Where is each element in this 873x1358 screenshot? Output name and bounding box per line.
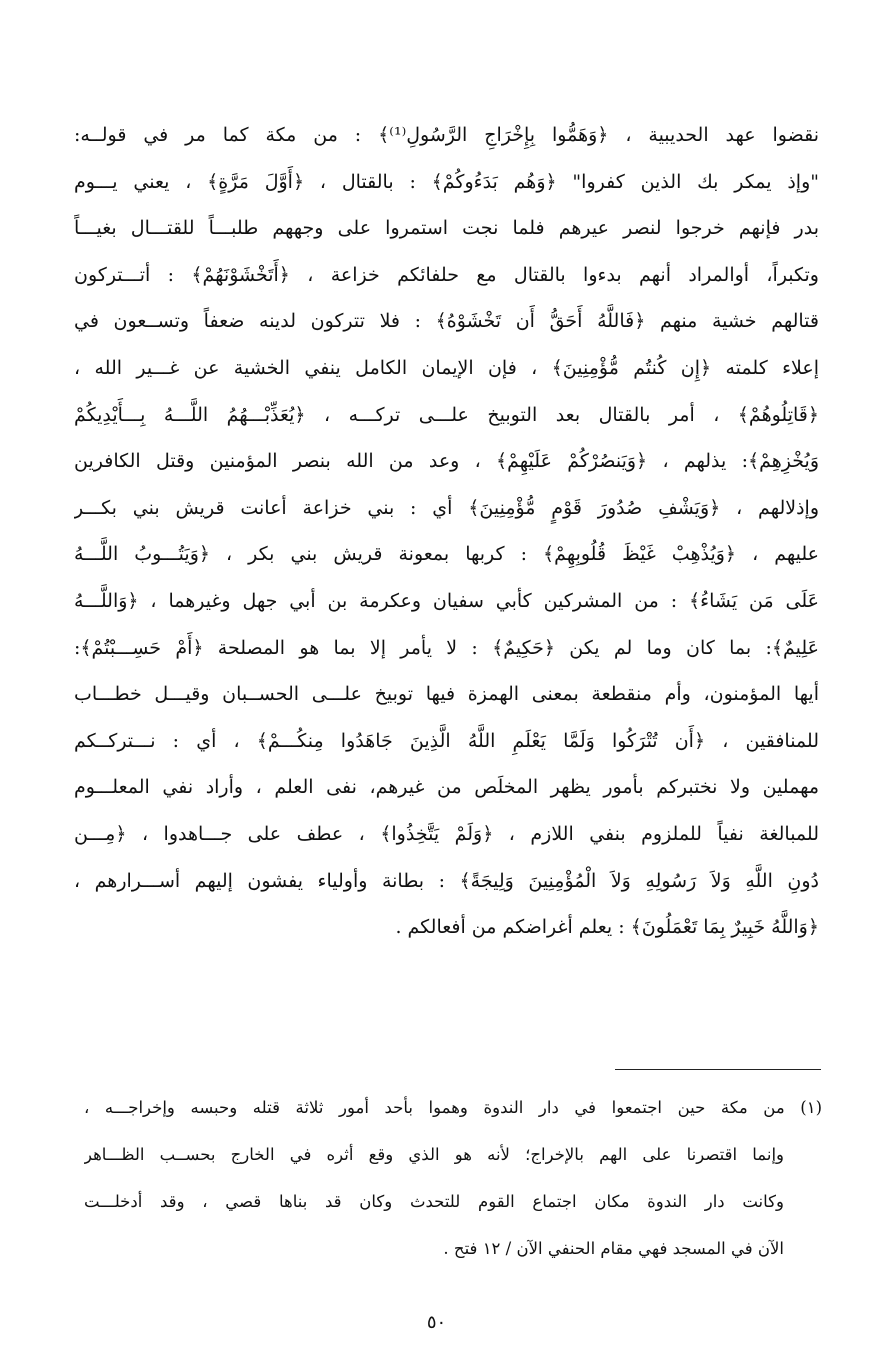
text-line: وإذلالهم ، ﴿وَيَشْفِ صُدُورَ قَوْمٍ مُّؤْمِنِينَ﴾ أي : بني خزاعة أعانت قريش بني بكـــر [74,496,819,519]
text-line: للمنافقين ، ﴿أَن تُتْرَكُوا وَلَمَّا يَعْلَمِ اللَّهُ الَّذِينَ جَاهَدُوا مِنكُـــمْ﴾ ، أي : نـــتركــكم [74,729,819,752]
text-line: ﴿قَاتِلُوهُمْ﴾ ، أمر بالقتال بعد التوبيخ علـــى تركـــه ، ﴿يُعَذِّبْـــهُمُ اللَّـــهُ بِـــأَيْدِيكُمْ [74,403,819,426]
text-line: قتالهم خشية منهم ﴿فَاللَّهُ أَحَقُّ أَن تَخْشَوْهُ﴾ : فلا تتركون لدينه ضعفاً وتســعون في [74,310,819,333]
text-line: نقضوا عهد الحديبية ، ﴿وَهَمُّوا بِإِخْرَاجِ الرَّسُولِ⁽¹⁾﴾ : من مكة كما مر في قولــه: [74,124,819,146]
footnote-line: (١) من مكة حين اجتمعوا في دار الندوة وهموا بأحد أمور ثلاثة قتله وحبسه وإخراجـــه ، [84,1098,822,1117]
text-line: عَلَى مَن يَشَاءُ﴾ : من المشركين كأبي سفيان وعكرمة بن أبي جهل وغيرهما ، ﴿وَاللَّـــهُ [74,589,819,612]
text-line: مهملين ولا نختبركم بأمور يظهر المخلَص من غيرهم، نفى العلم ، وأراد نفي المعلـــوم [74,776,819,799]
footnote-line: وكانت دار الندوة مكان اجتماع القوم للتحدث وكان قد بناها قصي ، وقد أدخلـــت [84,1192,784,1211]
text-line: دُونِ اللَّهِ وَلاَ رَسُولِهِ وَلاَ الْمُؤْمِنِينَ وَلِيجَةً﴾ : بطانة وأولياء يفشون إليهم أســـرارهم ، [74,869,819,892]
text-line: ﴿وَاللَّهُ خَبِيرٌ بِمَا تَعْمَلُونَ﴾ : يعلم أغراضكم من أفعالكم . [395,916,819,939]
text-line: وتكبراً، أوالمراد أنهم بدءوا بالقتال مع حلفائكم خزاعة ، ﴿أَتَخْشَوْنَهُمْ﴾ : أتـــتركون [74,263,819,286]
text-line: بدر فإنهم خرجوا لنصر عيرهم فلما نجت استمروا على وجههم طلبـــاً للقتـــال بغيـــاً [74,217,819,240]
footnote-line: الآن في المسجد فهي مقام الحنفي الآن / ١٢ فتح . [443,1239,784,1258]
text-line: "وإذ يمكر بك الذين كفروا" ﴿وَهُم بَدَءُوكُمْ﴾ : بالقتال ، ﴿أَوَّلَ مَرَّةٍ﴾ ، يعني يـــوم [74,170,819,193]
footnote-block [84,1084,822,1272]
footnote-divider [615,1069,821,1070]
text-line: أيها المؤمنون، وأم منقطعة بمعنى الهمزة فيها توبيخ علـــى الحســبان وقيـــل خطـــاب [74,683,819,706]
page-number: ٥٠ [426,1312,447,1333]
text-line: عليهم ، ﴿وَيُذْهِبْ غَيْظَ قُلُوبِهِمْ﴾ : كربها بمعونة قريش بني بكر ، ﴿وَيَتُـــوبُ اللَّـــهُ [74,543,819,566]
main-text-block [74,112,819,951]
text-line: عَلِيمٌ﴾: بما كان وما لم يكن ﴿حَكِيمٌ﴾ : لا يأمر إلا بما هو المصلحة ﴿أَمْ حَسِـــبْتُمْ﴾: [74,636,819,659]
text-line: للمبالغة نفياً للملزوم بنفي اللازم ، ﴿وَلَمْ يَتَّخِذُوا﴾ ، عطف على جـــاهدوا ، ﴿مِـــن [74,822,819,845]
text-line: وَيُخْزِهِمْ﴾: يذلهم ، ﴿وَيَنصُرْكُمْ عَلَيْهِمْ﴾ ، وعد من الله بنصر المؤمنين وقتل الكافرين [74,450,819,473]
text-line: إعلاء كلمته ﴿إِن كُنتُم مُّؤْمِنِينَ﴾ ، فإن الإيمان الكامل ينفي الخشية عن غـــير الله ، [74,356,819,379]
footnote-line: وإنما اقتصرنا على الهم بالإخراج؛ لأنه هو الذي وقع أثره في الخارج بحســب الظـــاهر [84,1145,784,1164]
